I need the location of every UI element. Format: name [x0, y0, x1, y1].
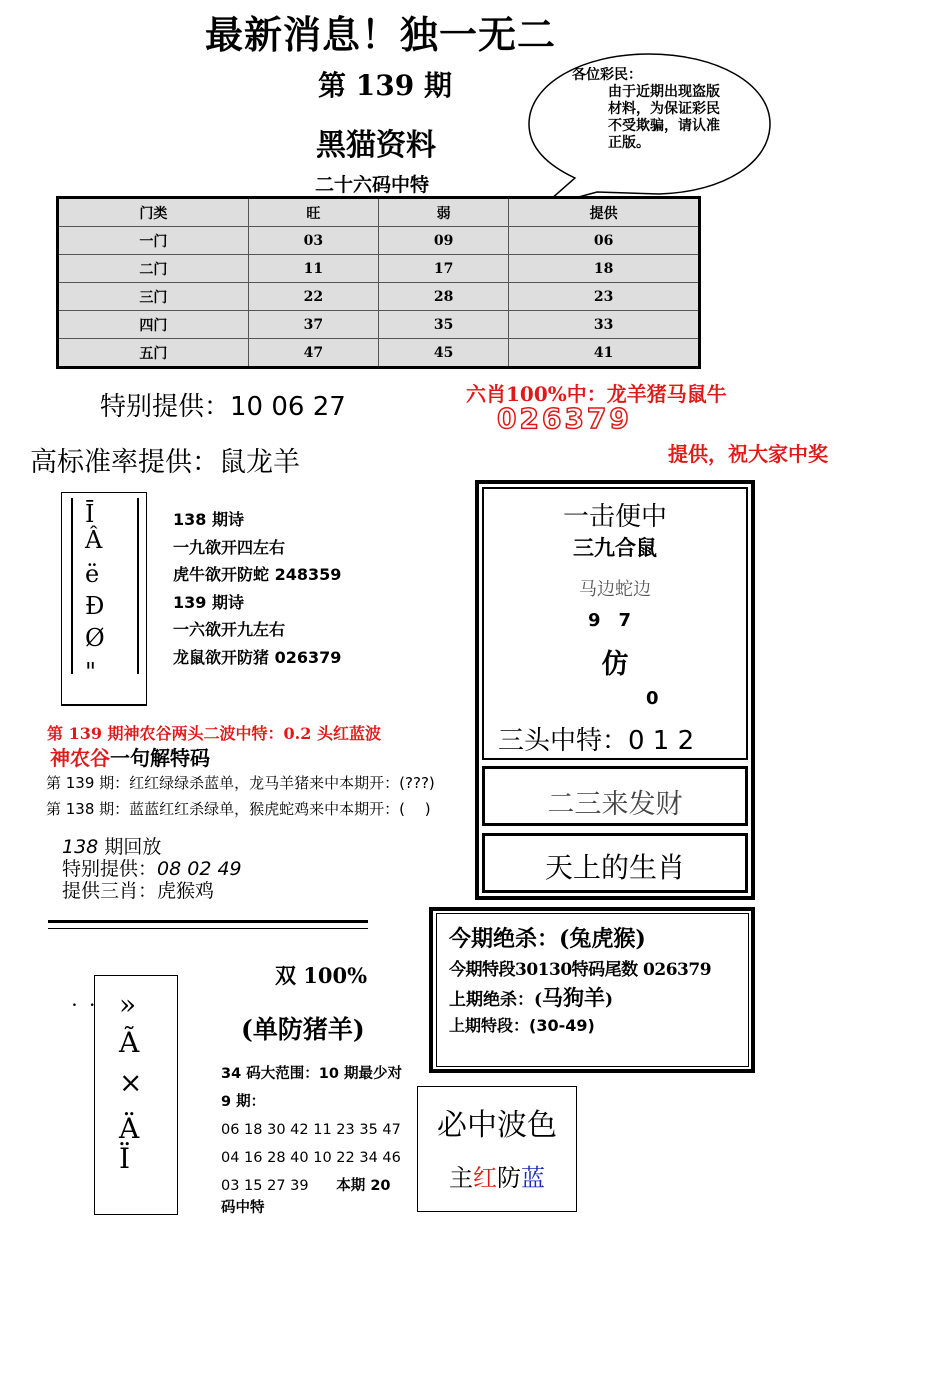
double-percent: 双 100%: [275, 963, 368, 988]
table-cell: 35: [378, 311, 508, 339]
issue-number: 第 139 期: [318, 69, 452, 102]
shennonggu-red: 神农谷: [50, 746, 110, 770]
bubble-text: [572, 67, 732, 151]
range-line: 04 16 28 40 10 22 34 46: [221, 1150, 401, 1166]
table-cell: 三门: [58, 283, 249, 311]
table-cell: 28: [378, 283, 508, 311]
table-header-row: [58, 198, 700, 227]
hit-zero: 0: [646, 688, 659, 709]
table-cell: 22: [248, 283, 378, 311]
table-cell: 03: [248, 227, 378, 255]
table-row: [58, 311, 700, 339]
good-luck-wish: 提供，祝大家中奖: [668, 442, 828, 466]
recap-title-num: 138: [62, 836, 99, 858]
table-cell: 37: [248, 311, 378, 339]
zone-table: [56, 196, 701, 369]
wave-line-138: 第 138 期：蓝蓝红红杀绿单，猴虎蛇鸡来中本期开：( ): [46, 800, 431, 818]
range-nums: 03 15 27 39: [221, 1178, 309, 1194]
table-row: [58, 339, 700, 368]
table-cell: 47: [248, 339, 378, 368]
poem-line: 龙鼠欲开防猪 026379: [173, 647, 342, 667]
six-zodiac-numbers: 026379: [497, 402, 632, 435]
table-row: [58, 227, 700, 255]
color-zhu: 主: [449, 1164, 473, 1192]
poem-line: 一九欲开四左右: [173, 537, 286, 557]
headline: 最新消息！独一无二: [205, 12, 557, 57]
recap-three-label: 提供三肖：: [62, 880, 158, 902]
poem-lines: [173, 506, 341, 671]
poem-line: 一六欲开九左右: [173, 620, 286, 639]
hit-hint: 马边蛇边: [579, 579, 651, 600]
table-cell: 09: [378, 227, 508, 255]
single-guard: (单防猪羊): [241, 1015, 365, 1044]
garbled-glyph: Ð: [85, 592, 105, 620]
table-header: 提供: [509, 198, 700, 227]
range-line: 06 18 30 42 11 23 35 47: [221, 1122, 401, 1138]
table-cell: 41: [509, 339, 700, 368]
table-row: [58, 255, 700, 283]
kill-last-label: 上期绝杀：(: [449, 990, 543, 1010]
garbled-glyph: Ø: [85, 624, 105, 652]
garbled-glyph: Â: [85, 526, 103, 554]
table-header: 旺: [248, 198, 378, 227]
poem-line: 139 期诗: [173, 592, 244, 612]
garbled-glyph: Ä: [119, 1112, 140, 1145]
hit-numbers: 9 7: [588, 610, 632, 631]
bubble-message: 由于近期出现盗版材料，为保证彩民不受欺骗，请认准正版。: [608, 84, 720, 151]
recap-special: [62, 858, 242, 880]
range-current: 本期 20: [336, 1178, 391, 1194]
table-cell: 06: [509, 227, 700, 255]
table-cell: 二门: [58, 255, 249, 283]
dots: . .: [72, 994, 99, 1010]
range-line: 9 期：: [221, 1094, 266, 1110]
hit-title: 一击便中: [562, 502, 667, 532]
table-cell: 23: [509, 283, 700, 311]
special-label: 特别提供：: [100, 392, 231, 422]
kill-last-close: ): [605, 990, 614, 1010]
recap-special-label: 特别提供：: [62, 858, 158, 880]
table-cell: 五门: [58, 339, 249, 368]
garbled-glyph: Ī: [85, 500, 95, 528]
poem-frame-base: [61, 700, 147, 706]
kill-last-value: 马狗羊: [542, 985, 606, 1010]
table-cell: 33: [509, 311, 700, 339]
three-head-special: 三头中特：0 1 2: [498, 726, 695, 756]
poem-line: 虎牛欲开防蛇 248359: [173, 565, 342, 584]
color-fang: 防: [497, 1164, 521, 1192]
table-header: 门类: [58, 198, 249, 227]
recap-special-nums: 08 02 49: [157, 858, 242, 880]
kill-last: [449, 982, 613, 1012]
table-cell: 四门: [58, 311, 249, 339]
must-hit-color-main: [417, 1158, 577, 1193]
color-blue: 蓝: [521, 1164, 545, 1192]
poem-line: 138 期诗: [173, 510, 244, 529]
kill-last-segment: 上期特段：(30-49): [449, 1016, 595, 1035]
glyph-box: [94, 975, 178, 1215]
table-cell: 11: [248, 255, 378, 283]
divider: [48, 928, 368, 929]
garbled-glyph: Ã: [119, 1026, 140, 1059]
garbled-glyph: ": [85, 658, 97, 674]
table-cell: 一门: [58, 227, 249, 255]
six-zodiac-promo: 六肖100%中：龙羊猪马鼠牛: [466, 382, 727, 406]
poem-glyph-column: [71, 498, 139, 674]
fortune-text: 二三来发财: [547, 789, 683, 820]
special-offer: [100, 386, 346, 423]
table-row: [58, 283, 700, 311]
recap-title-text: 期回放: [104, 836, 162, 858]
garbled-glyph: Ï: [119, 1142, 131, 1175]
hit-fang: 仿: [601, 649, 629, 680]
table-caption: 二十六码中特: [315, 174, 430, 196]
table-cell: 17: [378, 255, 508, 283]
high-accuracy-offer: 高标准率提供：鼠龙羊: [30, 447, 300, 478]
table-cell: 45: [378, 339, 508, 368]
recap-138: [62, 836, 242, 902]
recap-title: [62, 836, 242, 858]
recap-three-val: 虎猴鸡: [157, 880, 215, 902]
range-34-codes: [221, 1060, 402, 1222]
table-header: 弱: [378, 198, 508, 227]
kill-current-segment: 今期特段30130特码尾数 026379: [449, 960, 712, 980]
bubble-greeting: 各位彩民：: [572, 67, 642, 83]
kill-current: 今期绝杀：(兔虎猴): [449, 926, 646, 952]
wave-line-139: 第 139 期：红红绿绿杀蓝单，龙马羊猪来中本期开：(???): [46, 774, 435, 792]
hit-subtitle: 三九合鼠: [573, 535, 657, 560]
color-red: 红: [473, 1164, 497, 1192]
garbled-glyph: ë: [85, 560, 100, 588]
subtitle: 黑猫资料: [316, 128, 436, 163]
table-cell: 18: [509, 255, 700, 283]
range-line: 34 码大范围：10 期最少对: [221, 1066, 402, 1082]
shennonggu-riddle-title: [50, 742, 210, 771]
special-numbers: 10 06 27: [230, 392, 346, 422]
shennonggu-black: 一句解特码: [110, 746, 210, 770]
garbled-glyph: ×: [119, 1066, 143, 1099]
garbled-glyph: »: [119, 988, 137, 1021]
heaven-zodiac-text: 天上的生肖: [544, 851, 685, 884]
range-line: 码中特: [221, 1200, 265, 1216]
divider: [48, 920, 368, 923]
recap-three: [62, 880, 242, 902]
must-hit-color-title: 必中波色: [437, 1108, 557, 1143]
shennonggu-wave-headline: 第 139 期神农谷两头二波中特：0.2 头红蓝波: [47, 724, 381, 743]
